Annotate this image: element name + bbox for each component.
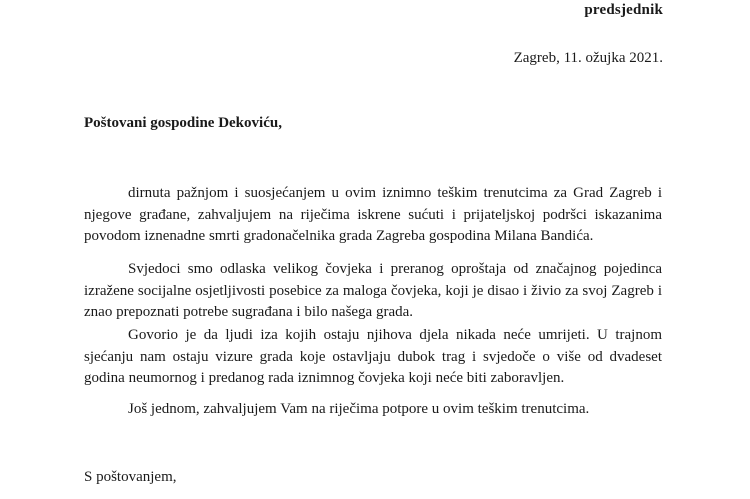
letter-paragraph-3 bbox=[84, 325, 662, 390]
paragraph-text: Svjedoci smo odlaska velikog čovjeka i preranog oproštaja od značajnog pojedinca izražene socijalne osjetljivosti posebice za maloga čovjeka, koji je disao i živio za svoj Zagreb i znao prepoznati potrebe sugrađana i bilo našega grada. bbox=[84, 261, 662, 320]
paragraph-text: dirnuta pažnjom i suosjećanjem u ovim iznimno teškim trenutcima za Grad Zagreb i njegove građane, zahvaljujem na riječima iskrene sućuti i prijateljskoj podršci iskazanima povodom iznenadne smrti gradonačelnika grada Zagreba gospodina Milana Bandića. bbox=[84, 185, 662, 244]
closing-phrase: S poštovanjem, bbox=[84, 469, 177, 485]
letter-paragraph-2 bbox=[84, 259, 662, 324]
salutation: Poštovani gospodine Dekoviću, bbox=[84, 115, 282, 131]
letter-date: Zagreb, 11. ožujka 2021. bbox=[513, 50, 663, 66]
recipient-role: predsjednik bbox=[584, 2, 663, 18]
paragraph-text: Još jednom, zahvaljujem Vam na riječima potpore u ovim teškim trenutcima. bbox=[128, 401, 590, 417]
letter-paragraph-1 bbox=[84, 183, 662, 248]
letter-paragraph-4 bbox=[84, 399, 662, 421]
paragraph-text: Govorio je da ljudi iza kojih ostaju njihova djela nikada neće umrijeti. U trajnom sjećanju nam ostaju vizure grada koje ostavljaju dubok trag i svjedoče o više od dvadeset godina neumornog i predanog rada iznimnog čovjeka koji neće biti zaboravljen. bbox=[84, 327, 662, 386]
